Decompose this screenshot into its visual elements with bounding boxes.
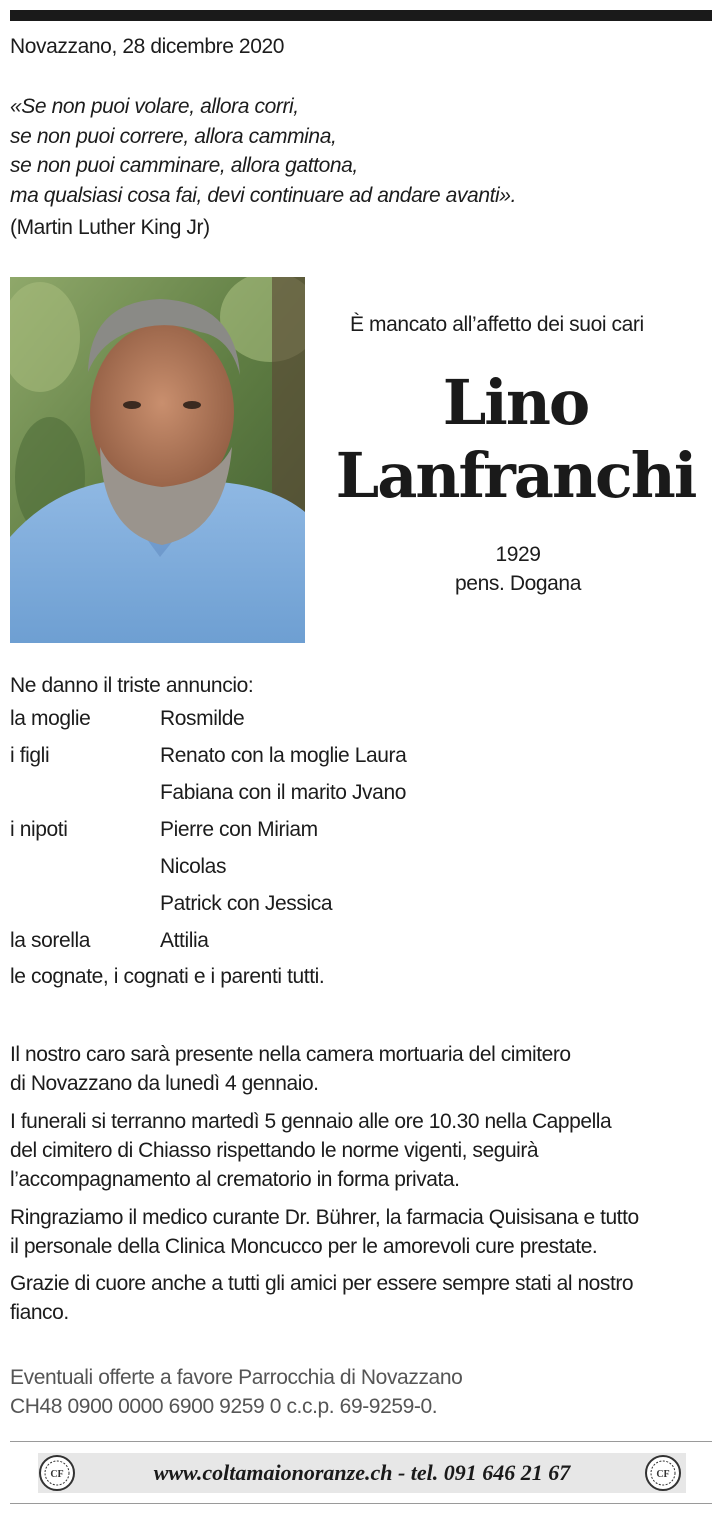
paragraph-line: I funerali si terranno martedì 5 gennaio alle ore 10.30 nella Cappella — [10, 1110, 612, 1133]
family-closing: le cognate, i cognati e i parenti tutti. — [10, 965, 325, 988]
paragraph-line: il personale della Clinica Moncucco per le amorevoli cure prestate. — [10, 1235, 598, 1258]
seal-monogram: CF — [656, 1469, 670, 1480]
birth-year: 1929 — [495, 543, 541, 566]
footer-bottom-rule — [10, 1503, 712, 1504]
thanks-paragraph — [10, 1203, 639, 1261]
family-relation: la moglie — [10, 707, 91, 730]
offerings-line: Eventuali offerte a favore Parrocchia di Novazzano — [10, 1366, 463, 1389]
paragraph-line: del cimitero di Chiasso rispettando le norme vigenti, seguirà — [10, 1139, 539, 1162]
family-relation: la sorella — [10, 929, 91, 952]
intro-text: È mancato all’affetto dei suoi cari — [350, 313, 644, 336]
top-rule — [10, 10, 712, 21]
friends-paragraph — [10, 1269, 633, 1327]
offerings-block — [10, 1363, 462, 1421]
family-relation: i nipoti — [10, 818, 68, 841]
occupation: pens. Dogana — [455, 572, 581, 595]
footer-contact-text: www.coltamaionoranze.ch - tel. 091 646 21 67 — [153, 1460, 571, 1485]
paragraph-line: l’accompagnamento al crematorio in forma privata. — [10, 1168, 460, 1191]
quote-line: ma qualsiasi cosa fai, devi continuare ad andare avanti». — [10, 183, 517, 207]
footer-top-rule — [10, 1441, 712, 1442]
family-names: Attilia — [160, 929, 209, 952]
family-relation: i figli — [10, 744, 50, 767]
notice-date: Novazzano, 28 dicembre 2020 — [10, 35, 285, 58]
family-names: Rosmilde — [160, 707, 245, 730]
footer-band — [38, 1453, 686, 1493]
quote-line: se non puoi camminare, allora gattona, — [10, 154, 358, 177]
deceased-first-name: Lino — [442, 366, 589, 439]
paragraph-line: Grazie di cuore anche a tutti gli amici per essere sempre stati al nostro — [10, 1272, 634, 1295]
paragraph-line: Ringraziamo il medico curante Dr. Bührer, la farmacia Quisisana e tutto — [10, 1206, 639, 1229]
funeral-paragraph — [10, 1107, 611, 1194]
family-names: Patrick con Jessica — [160, 892, 333, 915]
family-names: Pierre con Miriam — [160, 818, 318, 841]
paragraph-line: Il nostro caro sarà presente nella camera mortuaria del cimitero — [10, 1043, 571, 1066]
family-names: Nicolas — [160, 855, 227, 878]
quote-line: se non puoi correre, allora cammina, — [10, 124, 337, 148]
paragraph-line: fianco. — [10, 1301, 69, 1324]
seal-icon — [38, 1454, 76, 1492]
seal-monogram: CF — [50, 1469, 64, 1480]
deceased-last-name: Lanfranchi — [335, 439, 696, 512]
paragraph-line: di Novazzano da lunedì 4 gennaio. — [10, 1072, 319, 1095]
family-heading: Ne danno il triste annuncio: — [10, 674, 254, 697]
quote-block — [10, 92, 516, 210]
viewing-paragraph — [10, 1040, 571, 1098]
offerings-line: CH48 0900 0000 6900 9259 0 c.c.p. 69-9259-0. — [10, 1395, 438, 1418]
quote-author: (Martin Luther King Jr) — [10, 216, 210, 239]
portrait-photo — [10, 277, 305, 643]
seal-icon — [644, 1454, 682, 1492]
family-names: Renato con la moglie Laura — [160, 744, 407, 767]
family-names: Fabiana con il marito Jvano — [160, 781, 406, 804]
quote-line: «Se non puoi volare, allora corri, — [10, 95, 299, 118]
